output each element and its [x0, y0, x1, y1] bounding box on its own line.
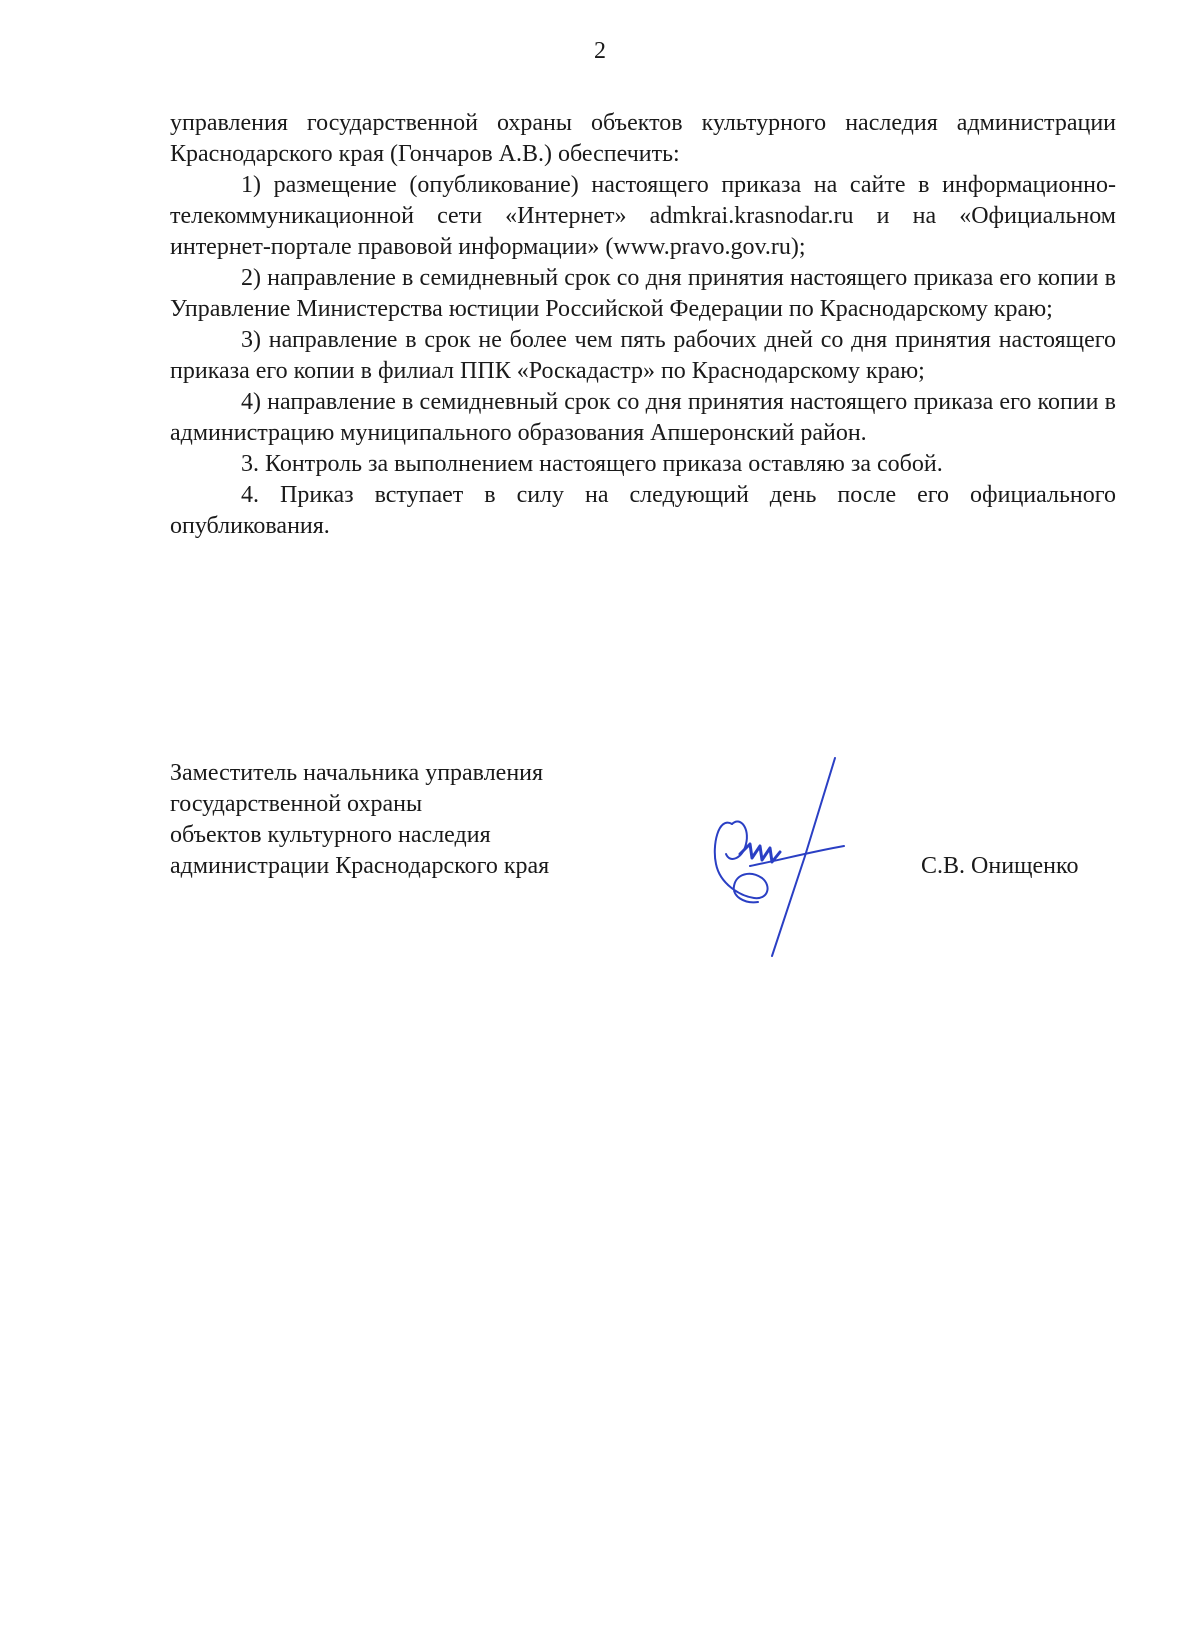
signature-stroke — [726, 821, 747, 859]
handwritten-signature — [710, 746, 850, 966]
paragraph-item-4: 4) направление в семидневный срок со дня принятия настоящего приказа его копии в администрацию муниципального образования Апшеронский район. — [170, 389, 1116, 446]
paragraph-clause-4: 4. Приказ вступает в силу на следующий день после его официального опубликования. — [170, 482, 1116, 539]
signature-stroke — [715, 823, 768, 903]
paragraph-intro: управления государственной охраны объектов культурного наследия администрации Краснодарского края (Гончаров А.В.) обеспечить: — [170, 110, 1116, 167]
paragraph-item-3: 3) направление в срок не более чем пять рабочих дней со дня принятия настоящего приказа его копии в филиал ППК «Роскадастр» по Краснодарскому краю; — [170, 327, 1116, 384]
paragraph-item-1: 1) размещение (опубликование) настоящего приказа на сайте в информационно-телекоммуникационной сети «Интернет» admkrai.krasnodar.ru и на «Официальном интернет-портале правовой информации» (www.pravo.gov.ru); — [170, 172, 1116, 260]
signer-position-line: Заместитель начальника управления — [170, 760, 544, 786]
signature-stroke — [772, 758, 835, 956]
signer-position-line: государственной охраны — [170, 791, 423, 817]
signer-name: С.В. Онищенко — [921, 853, 1079, 879]
signer-position-line: администрации Краснодарского края — [170, 853, 550, 879]
signature-block — [170, 758, 1116, 948]
paragraph-clause-3: 3. Контроль за выполнением настоящего приказа оставляю за собой. — [241, 451, 943, 477]
document-body — [170, 108, 1116, 542]
paragraph-item-2: 2) направление в семидневный срок со дня принятия настоящего приказа его копии в Управление Министерства юстиции Российской Федерации по Краснодарскому краю; — [170, 265, 1116, 322]
signature-stroke — [740, 844, 780, 862]
page-number: 2 — [594, 38, 606, 64]
signer-position — [170, 758, 650, 882]
signer-position-line: объектов культурного наследия — [170, 822, 491, 848]
